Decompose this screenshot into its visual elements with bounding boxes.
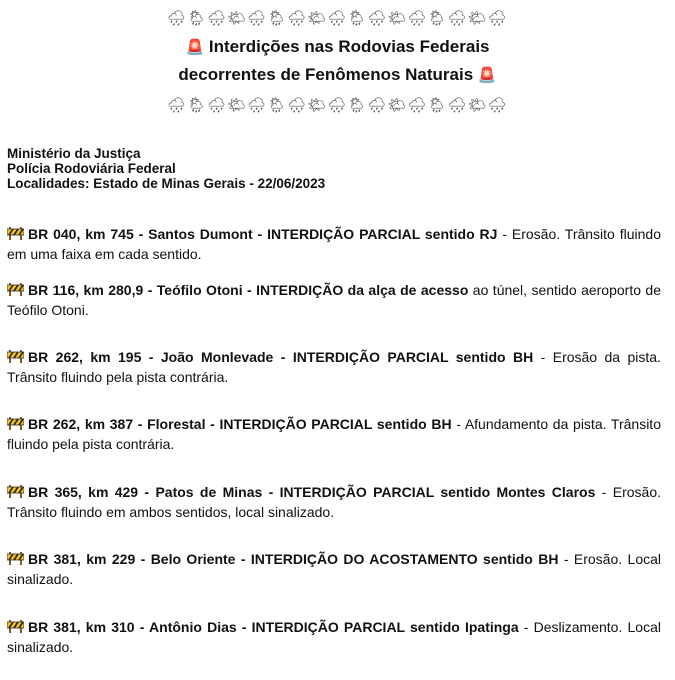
construction-barrier-icon (7, 552, 24, 565)
weather-icons-row-top: 🌧🌦🌧🌤🌧🌦🌧🌤🌧🌦🌧🌤🌧🌦🌧🌤🌧 (167, 9, 508, 27)
entry-highlight: BR 262, km 195 - João Monlevade - INTERDIÇÃO PARCIAL sentido BH (28, 349, 534, 365)
interdiction-entry (7, 617, 661, 657)
entry-detail: ao túnel, sentido aeroporto de Teófilo Otoni. (7, 282, 661, 318)
construction-barrier-icon (7, 620, 24, 633)
interdiction-entry (7, 280, 661, 320)
construction-barrier-icon (7, 350, 24, 363)
construction-barrier-icon (7, 417, 24, 430)
entry-highlight: BR 116, km 280,9 - Teófilo Otoni - INTERDIÇÃO da alça de acesso (28, 282, 469, 298)
entry-highlight: BR 381, km 229 - Belo Oriente - INTERDIÇÃO DO ACOSTAMENTO sentido BH (28, 551, 559, 567)
entry-detail: - Erosão. Local sinalizado. (7, 551, 661, 587)
entry-detail: - Deslizamento. Local sinalizado. (7, 619, 661, 655)
entry-detail: - Erosão. Trânsito fluindo em uma faixa em cada sentido. (7, 226, 661, 262)
source-header (7, 146, 325, 191)
entry-detail: - Erosão da pista. Trânsito fluindo pela pista contrária. (7, 349, 661, 385)
police-label: Polícia Rodoviária Federal (7, 161, 176, 176)
interdiction-entry (7, 347, 661, 387)
construction-barrier-icon (7, 485, 24, 498)
entry-highlight: BR 365, km 429 - Patos de Minas - INTERDIÇÃO PARCIAL sentido Montes Claros (28, 484, 596, 500)
entry-highlight: BR 381, km 310 - Antônio Dias - INTERDIÇÃO PARCIAL sentido Ipatinga (28, 619, 519, 635)
interdiction-entry (7, 224, 661, 264)
interdiction-entry (7, 482, 661, 522)
title-text-2: decorrentes de Fenômenos Naturais (178, 65, 474, 84)
entry-detail: - Erosão. Trânsito fluindo em ambos sentidos, local sinalizado. (7, 484, 661, 520)
construction-barrier-icon (7, 283, 24, 296)
ministry-label: Ministério da Justiça (7, 146, 141, 161)
siren-icon: 🚨 (185, 38, 205, 56)
siren-icon: 🚨 (477, 66, 497, 84)
entry-highlight: BR 040, km 745 - Santos Dumont - INTERDIÇÃO PARCIAL sentido RJ (28, 226, 498, 242)
title-line-2 (0, 61, 675, 89)
location-date-label: Localidades: Estado de Minas Gerais - 22/06/2023 (7, 176, 326, 191)
title-line-1 (0, 33, 675, 61)
construction-barrier-icon (7, 227, 24, 240)
entry-detail: - Afundamento da pista. Trânsito fluindo pela pista contrária. (7, 416, 661, 452)
interdiction-entry (7, 549, 661, 589)
interdiction-entry (7, 414, 661, 454)
entry-highlight: BR 262, km 387 - Florestal - INTERDIÇÃO PARCIAL sentido BH (28, 416, 452, 432)
title-text-1: Interdições nas Rodovias Federais (208, 37, 490, 56)
weather-icons-row-bottom: 🌧🌦🌧🌤🌧🌦🌧🌤🌧🌦🌧🌤🌧🌦🌧🌤🌧 (167, 96, 508, 114)
